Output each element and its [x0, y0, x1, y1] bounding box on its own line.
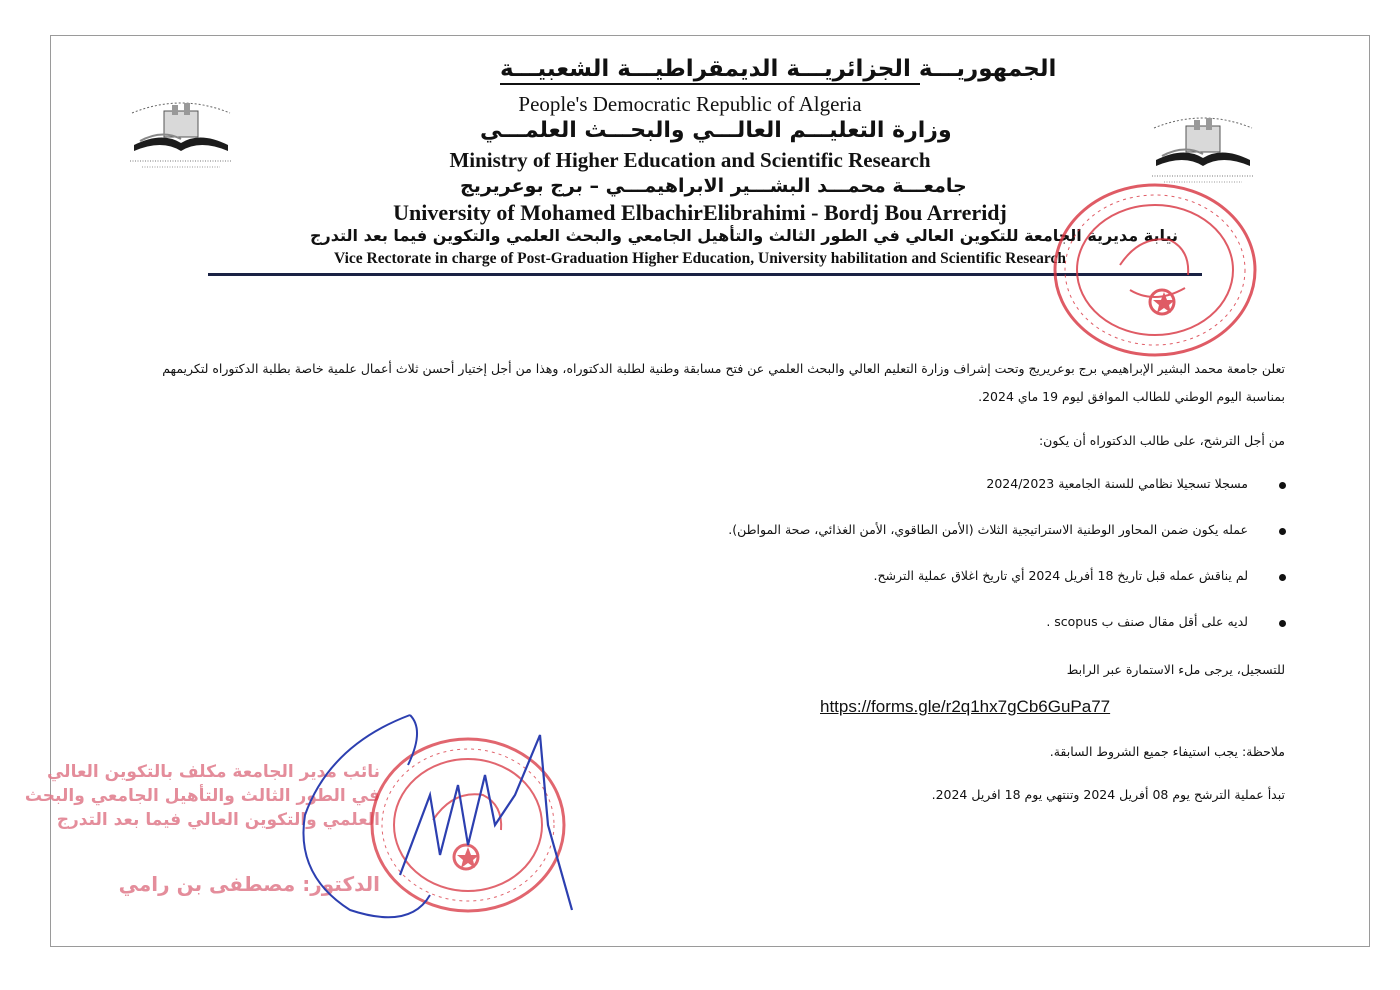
registration-form-link[interactable]: https://forms.gle/r2q1hx7gCb6GuPa77: [820, 697, 1111, 716]
signature-title-line-1: نائب مدير الجامعة مكلف بالتكوين العالي: [46, 762, 380, 782]
bullet-3: [1279, 574, 1286, 581]
header-english-ministry: Ministry of Higher Education and Scientific Research: [449, 148, 931, 172]
signatory-name: الدكتور: مصطفى بن رامي: [118, 872, 380, 896]
header-arabic-vice-rectorate: نيابة مديرية الجامعة للتكوين العالي في الطور الثالث والتأهيل الجامعي والبحث العلمي والتكوين فيما بعد التدرج: [310, 226, 1178, 245]
condition-item: لديه على أقل مقال صنف ب scopus .: [1046, 614, 1248, 629]
note-text: ملاحظة: يجب استيفاء جميع الشروط السابقة.: [1049, 744, 1285, 759]
bullet-1: [1279, 482, 1286, 489]
condition-item: عمله يكون ضمن المحاور الوطنية الاستراتيجية الثلاث (الأمن الطاقوي، الأمن الغذائي، صحة المواطن).: [728, 522, 1248, 537]
intro-line-2: بمناسبة اليوم الوطني للطالب الموافق ليوم 19 ماي 2024.: [978, 389, 1285, 404]
header-arabic-ministry: وزارة التعليـــم العالـــي والبحـــث العلمـــي: [480, 118, 952, 143]
header-english-university: University of Mohamed ElbachirElibrahimi - Bordj Bou Arreridj: [393, 200, 1007, 225]
header-arabic-republic: الجمهوريـــة الجزائريـــة الديمقراطيـــة الشعبيـــة: [500, 56, 920, 85]
intro-line-1: تعلن جامعة محمد البشير الإبراهيمي برج بوعريريج وتحت إشراف وزارة التعليم العالي والبحث العلمي عن فتح مسابقة وطنية لطلبة الدكتوراه، وهذا من أجل إختيار أحسن ثلاث أعمال علمية خاصة بطلبة الدكتوراه لتكريمهم: [162, 361, 1285, 376]
signature-title-line-3: العلمي والتكوين العالي فيما بعد التدرج: [56, 810, 380, 830]
header-english-vice-rectorate: Vice Rectorate in charge of Post-Graduation Higher Education, University habilitation and Scientific Research: [333, 250, 1067, 267]
header-english-republic: People's Democratic Republic of Algeria: [518, 92, 862, 116]
condition-item: مسجلا تسجيلا نظامي للسنة الجامعية 2024/2023: [986, 476, 1248, 491]
left-university-logo-icon: [122, 95, 240, 177]
top-official-stamp-icon: [1050, 180, 1260, 360]
bullet-4: [1279, 620, 1286, 627]
conditions-intro: من أجل الترشح، على طالب الدكتوراه أن يكون:: [1038, 433, 1285, 448]
handwritten-signature: [290, 705, 590, 930]
signature-title-line-2: في الطور الثالث والتأهيل الجامعي والبحث: [24, 786, 380, 806]
header-arabic-university: جامعـــة محمـــد البشـــير الابراهيمـــي – برج بوعريريج: [460, 175, 967, 197]
dates-text: تبدأ عملية الترشح يوم 08 أفريل 2024 وتنتهي يوم 18 افريل 2024.: [931, 787, 1285, 802]
registration-text: للتسجيل، يرجى ملء الاستمارة عبر الرابط: [1066, 662, 1285, 677]
condition-item: لم يناقش عمله قبل تاريخ 18 أفريل 2024 أي تاريخ اغلاق عملية الترشح.: [873, 568, 1248, 583]
bullet-2: [1279, 528, 1286, 535]
